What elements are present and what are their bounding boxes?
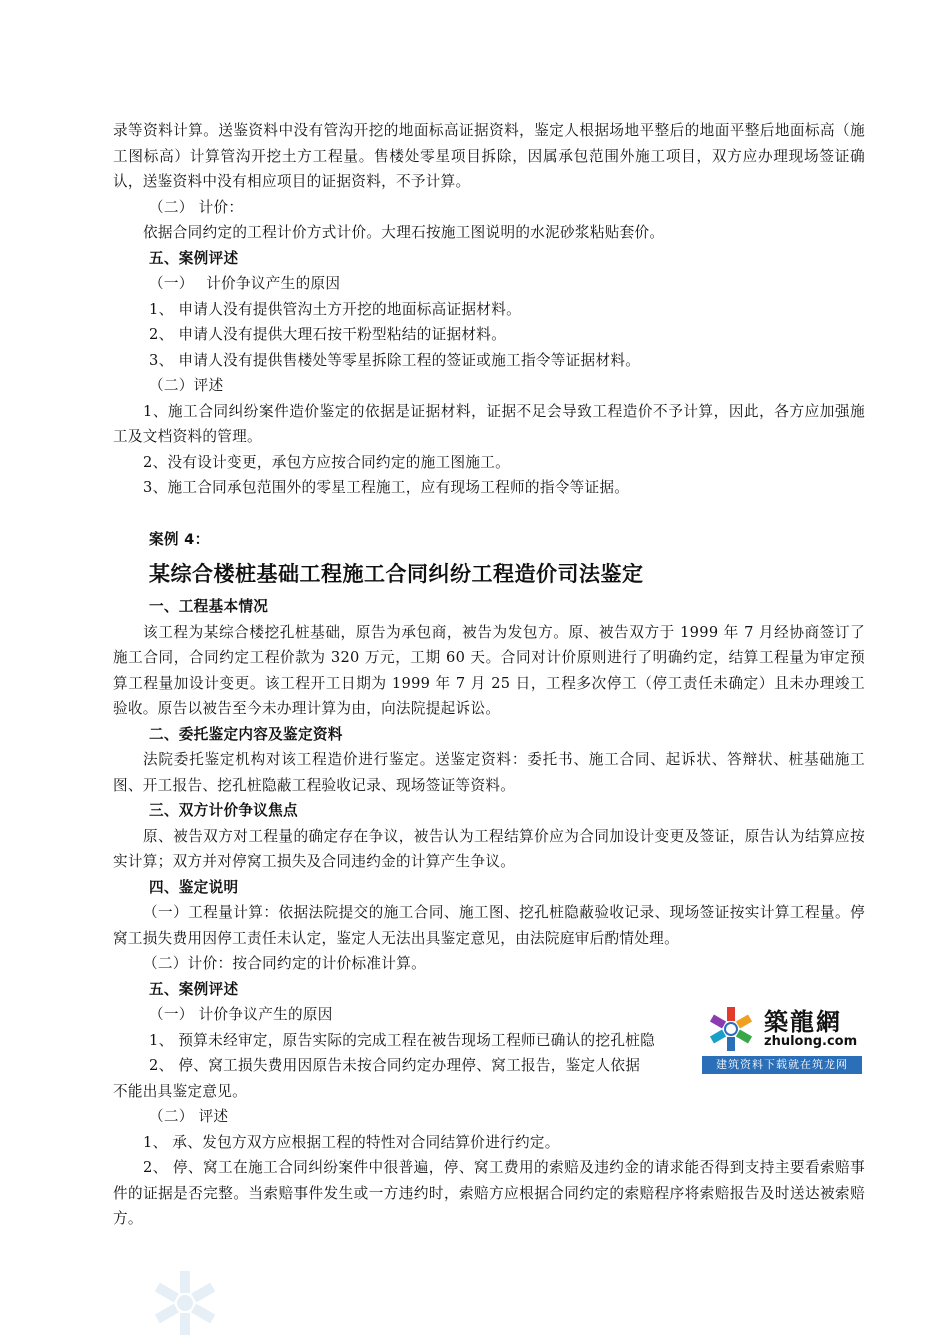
list-item-cause-2: 2、 申请人没有提供大理石按干粉型粘结的证据材料。 [149,326,507,343]
subheading-pricing: （二） 计价： [149,198,244,216]
heading-appraisal-notes: 四、鉴定说明 [149,878,239,896]
snowflake-logo-icon [706,1004,756,1054]
case-label: 案例 4： [149,530,210,548]
heading-commission: 二、委托鉴定内容及鉴定资料 [149,725,343,743]
list-item-review-3: 3、施工合同承包范围外的零星工程施工，应有现场工程师的指令等证据。 [143,479,630,496]
list-item-cause-4-2: 2、 停、窝工损失费用因原告未按合同约定办理停、窝工报告，鉴定人依据 [149,1057,641,1074]
subheading-dispute-cause-4: （一） 计价争议产生的原因 [149,1006,333,1023]
list-item-cause-4-1: 1、 预算未经审定，原告实际的完成工程在被告现场工程师已确认的挖孔桩隐 [149,1031,656,1049]
paragraph-quantity: （一）工程量计算：依据法院提交的施工合同、施工图、挖孔桩隐蔽验收记录、现场签证按实计算工程量。停窝工损失费用因停工责任未认定，鉴定人无法出具鉴定意见，由法院庭审后酌情处理。 [113,904,865,947]
heading-case-review-4: 五、案例评述 [149,980,239,998]
list-item-review-2: 2、没有设计变更，承包方应按合同约定的施工图施工。 [143,453,511,471]
list-item-review-4-1: 1、 承、发包方双方应根据工程的特性对合同结算价进行约定。 [143,1133,560,1151]
faint-snowflake-icon [150,1268,220,1338]
watermark-domain: zhulong.com [764,1034,858,1049]
list-item-cause-1: 1、 申请人没有提供管沟土方开挖的地面标高证据材料。 [149,300,521,318]
case-title: 某综合楼桩基础工程施工合同纠纷工程造价司法鉴定 [149,562,644,586]
subheading-review-4: （二） 评述 [149,1108,229,1125]
heading-dispute-focus: 三、双方计价争议焦点 [149,802,298,819]
list-item-cause-3: 3、 申请人没有提供售楼处等零星拆除工程的签证或施工指令等证据材料。 [149,351,641,369]
list-item-review-1: 1、施工合同纠纷案件造价鉴定的依据是证据材料，证据不足会导致工程造价不予计算，因此，各方应加强施工及文档资料的管理。 [113,402,865,445]
subheading-dispute-cause: （一） 计价争议产生的原因 [149,275,341,292]
list-item-review-4-2: 2、 停、窝工在施工合同纠纷案件中很普遍，停、窝工费用的索赔及违约金的请求能否得到支持主要看索赔事件的证据是否完整。当索赔事件发生或一方违约时，索赔方应根据合同约定的索赔程序将索赔报告及时送达被索赔方。 [113,1159,865,1227]
paragraph-dispute-focus: 原、被告双方对工程量的确定存在争议，被告认为工程结算价应为合同加设计变更及签证，原告认为结算应按实计算；双方并对停窝工损失及合同违约金的计算产生争议。 [113,827,865,870]
paragraph-pricing: 依据合同约定的工程计价方式计价。大理石按施工图说明的水泥砂浆粘贴套价。 [143,224,665,241]
watermark-logo [702,1000,862,1076]
watermark-chinese-name: 築龍網 [764,1007,842,1036]
paragraph-calculation: 录等资料计算。送鉴资料中没有管沟开挖的地面标高证据资料，鉴定人根据场地平整后的地面平整后地面标高（施工图标高）计算管沟开挖土方工程量。售楼处零星项目拆除，因属承包范围外施工项目，双方应办理现场签证确认，送鉴资料中没有相应项目的证据资料，不予计算。 [113,122,865,190]
heading-basic-info: 一、工程基本情况 [149,598,269,615]
list-item-cause-4-2-cont: 不能出具鉴定意见。 [113,1082,248,1100]
heading-case-review: 五、案例评述 [149,249,239,267]
paragraph-basic-info: 该工程为某综合楼挖孔桩基础，原告为承包商，被告为发包方。原、被告双方于 1999 年 7 月经协商签订了施工合同，合同约定工程价款为 320 万元，工期 60 天。合同对计价原则进行了明确约定，结算工程量为审定预算工程量加设计变更。该工程开工日期为 1999 年 7 月 25 日，工程多次停工（停工责任未确定）且未办理竣工验收。原告以被告至今未办理计算为由，向法院提起诉讼。 [113,623,865,717]
subheading-review: （二）评述 [149,377,224,394]
paragraph-pricing-standard: （二）计价：按合同约定的计价标准计算。 [143,955,426,972]
paragraph-commission: 法院委托鉴定机构对该工程造价进行鉴定。送鉴定资料：委托书、施工合同、起诉状、答辩状、桩基础施工图、开工报告、挖孔桩隐蔽工程验收记录、现场签证等资料。 [113,751,865,794]
watermark-slogan: 建筑资料下载就在筑龙网 [702,1056,862,1074]
